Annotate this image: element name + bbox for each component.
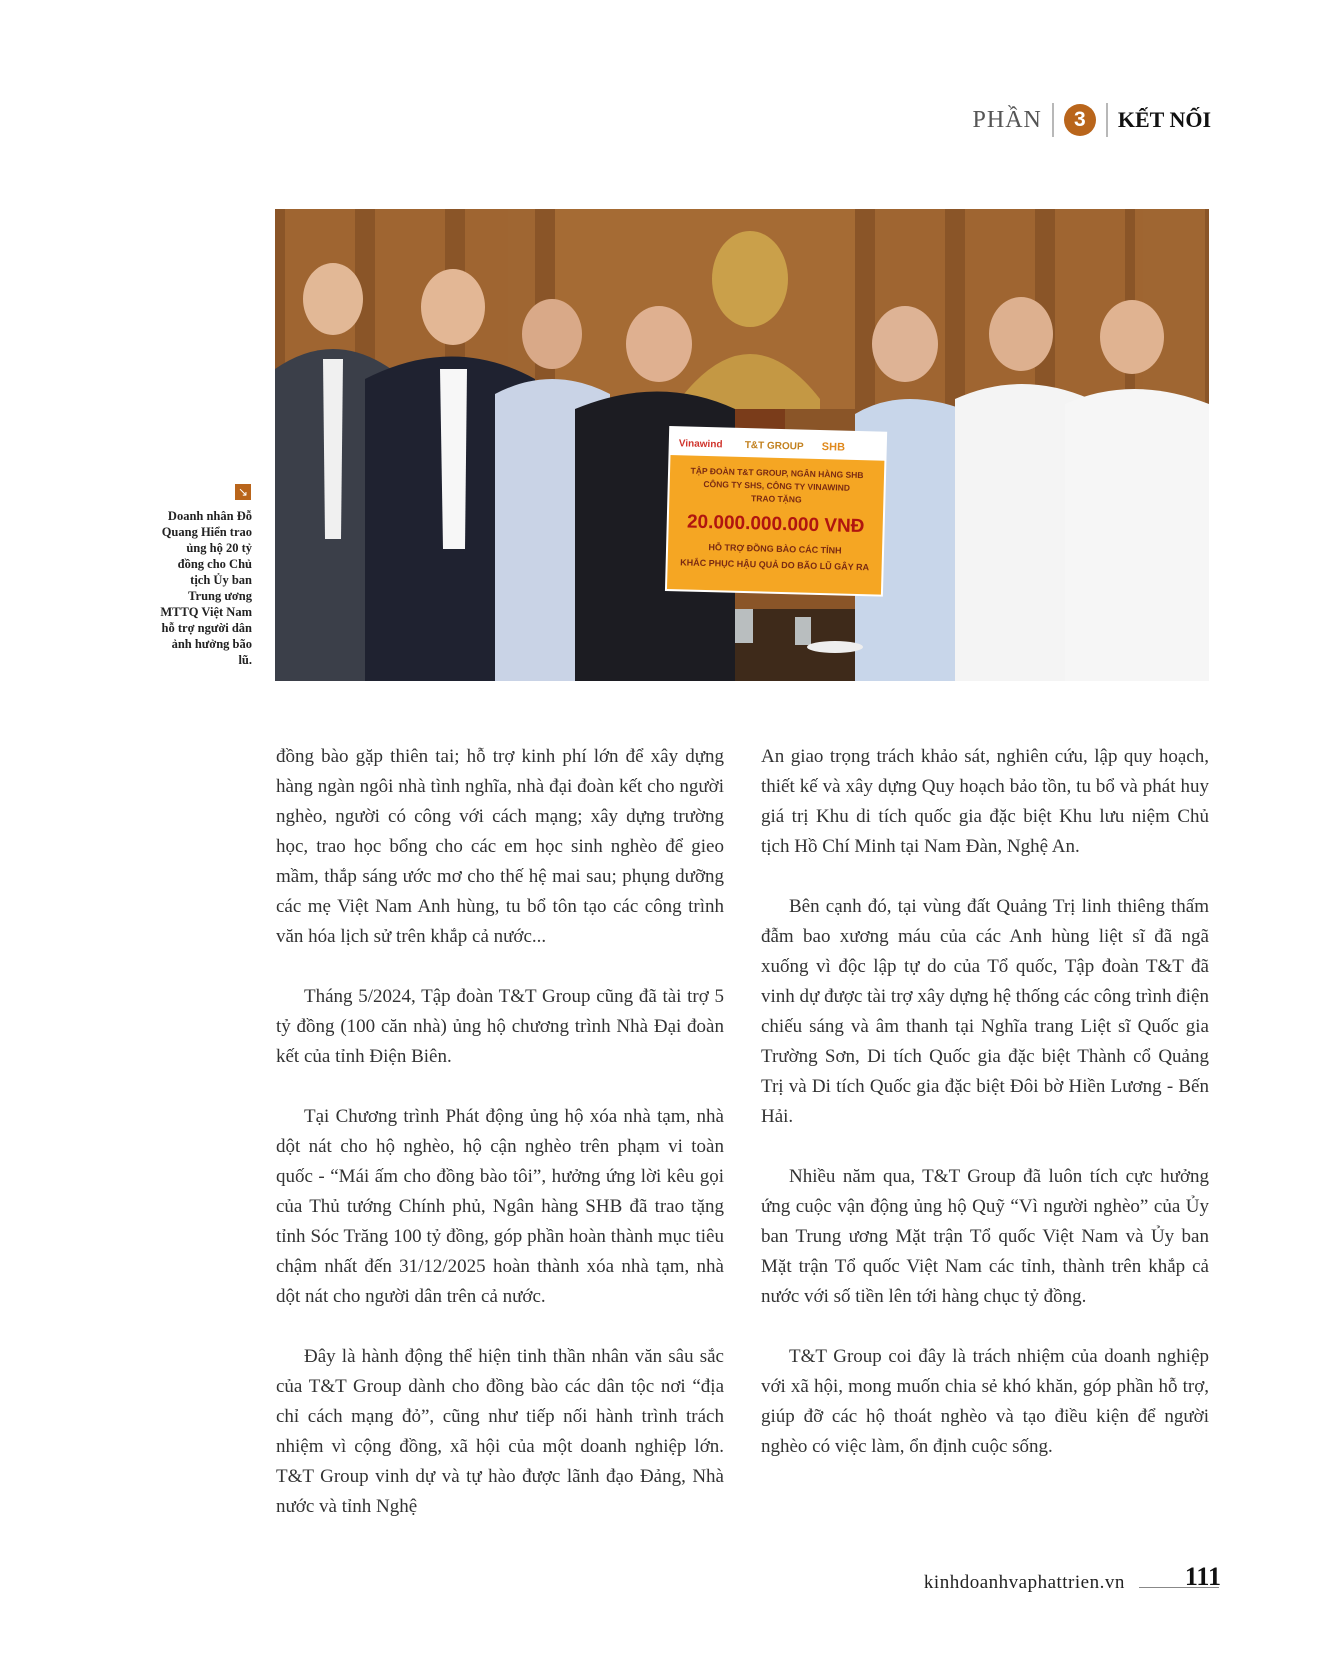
part-number-badge: 3 — [1064, 104, 1096, 136]
banner-line-5: KHẮC PHỤC HẬU QUẢ DO BÃO LŨ GÂY RA — [680, 557, 870, 573]
arrow-down-right-icon: ↘ — [235, 484, 251, 500]
banner-logo-tt-group: T&T GROUP — [744, 440, 804, 453]
website-link[interactable]: kinhdoanhvaphattrien.vn — [923, 1572, 1125, 1593]
article-column-left — [276, 742, 724, 1552]
paragraph: Tại Chương trình Phát động ủng hộ xóa nhà tạm, nhà dột nát cho hộ nghèo, hộ cận nghèo trên phạm vi toàn quốc - “Mái ấm cho đồng bào tôi”, hưởng ứng lời kêu gọi của Thủ tướng Chính phủ, Ngân hàng SHB đã trao tặng tỉnh Sóc Trăng 100 tỷ đồng, góp phần hoàn thành mục tiêu chậm nhất đến 31/12/2025 hoàn thành xóa nhà tạm, nhà dột nát cho người dân trên cả nước. — [276, 1106, 724, 1307]
photo-caption: Doanh nhân Đỗ Quang Hiển trao ủng hộ 20 tỷ đồng cho Chủ tịch Ủy ban Trung ương MTTQ Việt Nam hỗ trợ người dân ảnh hưởng bão lũ. — [160, 509, 252, 667]
header-divider — [1052, 103, 1054, 137]
banner-logo-shb: SHB — [821, 441, 846, 454]
section-title: KẾT NỐI — [1117, 107, 1211, 132]
page-number: 111 — [1184, 1562, 1221, 1591]
banner-amount: 20.000.000.000 VNĐ — [686, 511, 865, 538]
banner-line-4: HỖ TRỢ ĐỒNG BÀO CÁC TỈNH — [708, 542, 842, 556]
page-footer — [924, 1562, 1221, 1594]
paragraph: Bên cạnh đó, tại vùng đất Quảng Trị linh thiêng thấm đẫm bao xương máu của các Anh hùng liệt sĩ đã ngã xuống vì độc lập tự do của Tổ quốc, Tập đoàn T&T đã vinh dự được tài trợ xây dựng hệ thống các công trình điện chiếu sáng và âm thanh tại Nghĩa trang Liệt sĩ Quốc gia Trường Sơn, Di tích Quốc gia đặc biệt Thành cổ Quảng Trị và Di tích Quốc gia đặc biệt Đôi bờ Hiền Lương - Bến Hải. — [761, 896, 1209, 1127]
paragraph: Nhiều năm qua, T&T Group đã luôn tích cực hưởng ứng cuộc vận động ủng hộ Quỹ “Vì người nghèo” của Ủy ban Trung ương Mặt trận Tổ quốc Việt Nam và Ủy ban Mặt trận Tổ quốc Việt Nam các tỉnh, thành trên khắp cả nước với số tiền lên tới hàng chục tỷ đồng. — [761, 1166, 1209, 1307]
header-divider — [1106, 103, 1108, 137]
event-photo — [275, 209, 1209, 681]
article-column-right — [761, 742, 1209, 1492]
paragraph: đồng bào gặp thiên tai; hỗ trợ kinh phí lớn để xây dựng hàng ngàn ngôi nhà tình nghĩa, nhà đại đoàn kết cho người nghèo, người có công với cách mạng; xây dựng trường học, trao học bổng cho các em học sinh nghèo để gieo mầm, thắp sáng ước mơ cho thế hệ mai sau; phụng dưỡng các mẹ Việt Nam Anh hùng, tu bổ tôn tạo các công trình văn hóa lịch sử trên khắp cả nước... — [276, 746, 724, 947]
banner-line-2: CÔNG TY SHS, CÔNG TY VINAWIND — [703, 478, 851, 493]
section-header — [973, 100, 1211, 140]
paragraph: An giao trọng trách khảo sát, nghiên cứu, lập quy hoạch, thiết kế và xây dựng Quy hoạch bảo tồn, tu bổ và phát huy giá trị Khu di tích quốc gia đặc biệt Khu lưu niệm Chủ tịch Hồ Chí Minh tại Nam Đàn, Nghệ An. — [761, 746, 1209, 857]
paragraph: Đây là hành động thể hiện tinh thần nhân văn sâu sắc của T&T Group dành cho đồng bào các dân tộc nơi “địa chỉ cách mạng đỏ”, cũng như tiếp nối hành trình trách nhiệm vì cộng đồng, xã hội của một doanh nghiệp lớn. T&T Group vinh dự và tự hào được lãnh đạo Đảng, Nhà nước và tỉnh Nghệ — [276, 1346, 724, 1517]
banner-line-1: TẬP ĐOÀN T&T GROUP, NGÂN HÀNG SHB — [690, 465, 864, 481]
paragraph: Tháng 5/2024, Tập đoàn T&T Group cũng đã tài trợ 5 tỷ đồng (100 căn nhà) ủng hộ chương trình Nhà Đại đoàn kết của tỉnh Điện Biên. — [276, 986, 724, 1067]
banner-line-3: TRAO TẶNG — [750, 493, 802, 505]
banner-logo-vinawind: Vinawind — [678, 438, 723, 451]
event-photo-illustration — [275, 209, 1209, 681]
paragraph: T&T Group coi đây là trách nhiệm của doanh nghiệp với xã hội, mong muốn chia sẻ khó khăn, góp phần hỗ trợ, giúp đỡ các hộ thoát nghèo và tạo điều kiện để người nghèo có việc làm, ổn định cuộc sống. — [761, 1346, 1209, 1457]
part-label: PHẦN — [972, 106, 1042, 133]
